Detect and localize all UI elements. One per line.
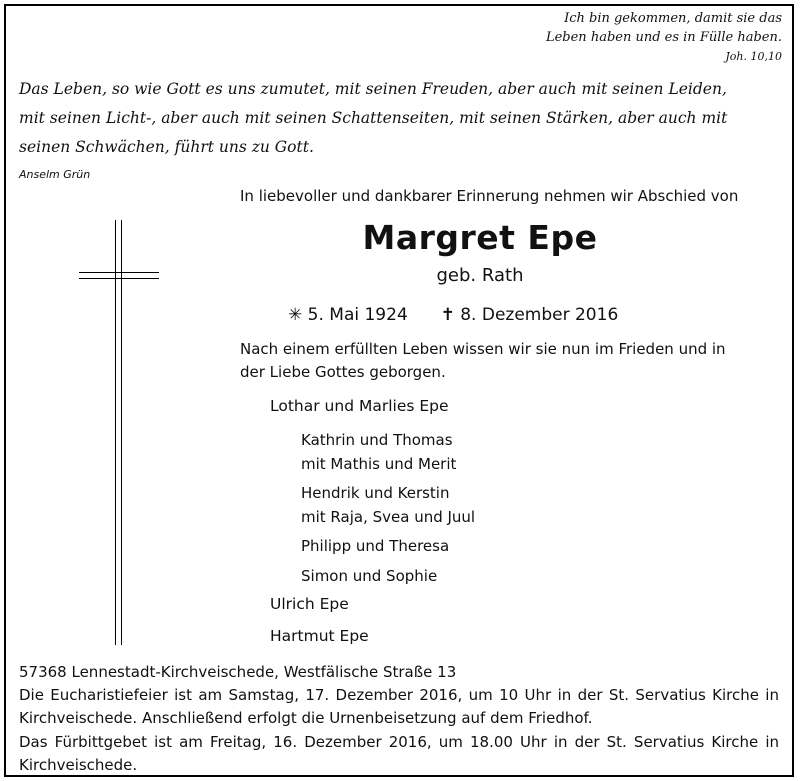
life-dates	[288, 305, 618, 325]
farewell-line: Nach einem erfüllten Leben wissen wir sie nun im Frieden und in	[240, 340, 726, 358]
quote-author: Anselm Grün	[19, 168, 91, 181]
main-quote-line: seinen Schwächen, führt uns zu Gott.	[19, 138, 314, 156]
service-info: Die Eucharistiefeier ist am Samstag, 17. Dezember 2016, um 10 Uhr in der St. Servatius Kirche in Kirchveischede. Anschließend erfolgt die Urnenbeisetzung auf dem Friedhof.	[19, 686, 779, 727]
farewell-line: der Liebe Gottes geborgen.	[240, 363, 446, 381]
main-quote	[19, 75, 727, 162]
bible-quote-source: Joh. 10,10	[725, 50, 782, 63]
bible-quote-line: Leben haben und es in Fülle haben.	[545, 30, 782, 45]
family-member: Hartmut Epe	[270, 627, 369, 645]
family-member: Ulrich Epe	[270, 595, 349, 613]
deceased-name: Margret Epe	[362, 218, 598, 257]
family-subgroup	[301, 481, 475, 529]
family-line: Hendrik und Kerstin	[301, 484, 450, 502]
bible-quote	[546, 9, 782, 66]
family-subgroup	[301, 428, 456, 476]
family-line: Simon und Sophie	[301, 567, 438, 585]
bible-quote-line: Ich bin gekommen, damit sie das	[564, 11, 782, 26]
birth-star-icon: ✳	[288, 305, 303, 325]
address: 57368 Lennestadt-Kirchveischede, Westfälische Straße 13	[19, 663, 457, 681]
family-line: Philipp und Theresa	[301, 537, 450, 555]
main-quote-line: mit seinen Licht-, aber auch mit seinen Schattenseiten, mit seinen Stärken, aber auch mit	[19, 109, 728, 127]
family-line: mit Raja, Svea und Juul	[301, 508, 476, 526]
death-cross-icon: ✝	[440, 305, 455, 325]
death-date: 8. Dezember 2016	[460, 305, 619, 325]
family-member: Lothar und Marlies Epe	[270, 397, 449, 415]
farewell-text	[240, 338, 726, 384]
birth-date: 5. Mai 1924	[307, 305, 408, 325]
family-line: Kathrin und Thomas	[301, 431, 453, 449]
maiden-name: geb. Rath	[436, 265, 524, 286]
cross-icon	[79, 220, 159, 645]
family-line: mit Mathis und Merit	[301, 455, 457, 473]
main-quote-line: Das Leben, so wie Gott es uns zumutet, mit seinen Freuden, aber auch mit seinen Leiden,	[19, 80, 727, 98]
prayer-info: Das Fürbittgebet ist am Freitag, 16. Dezember 2016, um 18.00 Uhr in der St. Servatius Kirche in Kirchveischede.	[19, 733, 779, 774]
intro-text: In liebevoller und dankbarer Erinnerung nehmen wir Abschied von	[240, 187, 739, 205]
